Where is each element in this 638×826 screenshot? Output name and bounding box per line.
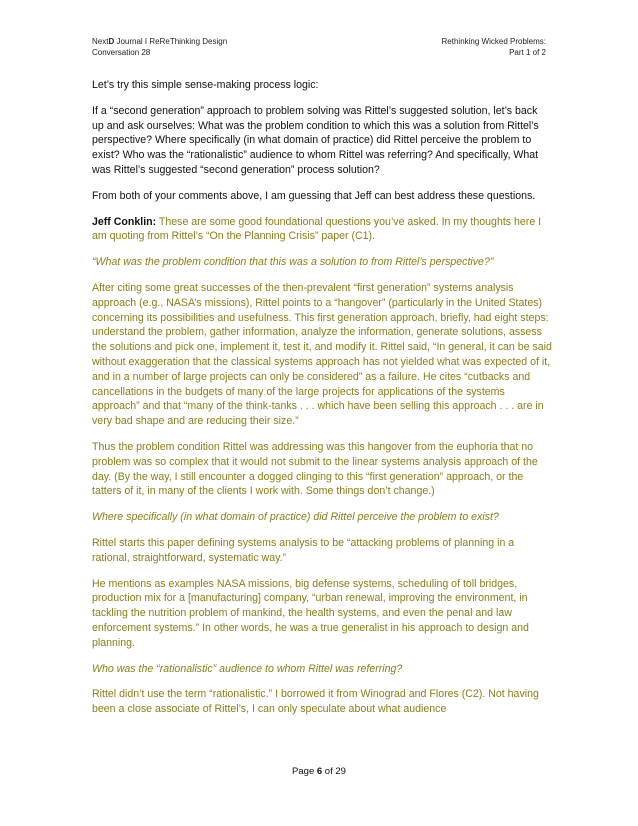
article-part: Part 1 of 2 <box>509 48 546 57</box>
page-number: 6 <box>316 766 323 777</box>
question-heading: Where specifically (in what domain of practice) did Rittel perceive the problem to exist? <box>92 511 499 524</box>
paragraph: Thus the problem condition Rittel was addressing was this hangover from the euphoria that no problem was so complex that it would not submit to the linear systems analysis approach of the day. (By the way, I still encounter a dogged clinging to this “first generation” approach, or the tatters of it, in many of the clients I work with. Some things don’t change.) <box>92 440 538 498</box>
paragraph: He mentions as examples NASA missions, big defense systems, scheduling of toll bridges, production mix for a [manufacturing] company, “urban renewal, improving the environment, in tackling the nutrition problem of mankind, the health systems, and even the penal and law enforcement systems.” In other words, he was a true generalist in his approach to design and planning. <box>92 577 529 649</box>
paragraph-response <box>92 215 552 245</box>
paragraph: Let’s try this simple sense-making process logic: <box>92 79 319 91</box>
response-text: These are some good foundational questions you’ve asked. In my thoughts here I am quoting from Rittel’s “On the Planning Crisis” paper (C1). <box>92 215 542 243</box>
page-footer: Page 6 of 29 <box>292 766 346 777</box>
header-right <box>442 36 546 58</box>
document-body <box>92 78 552 728</box>
speaker-name: Jeff Conklin: <box>92 215 157 228</box>
header-left <box>92 36 227 58</box>
journal-title: NextD Journal I ReReThinking Design <box>92 37 228 46</box>
paragraph: If a “second generation” approach to problem solving was Rittel’s suggested solution, let’s back up and ask ourselves: What was the problem condition to which this was a solution from Rittel’s perspective? Where specifically (in what domain of practice) did Rittel perceive the problem to exist? Who was the “rationalistic” audience to whom Rittel was referring? And specifically, What was Rittel’s suggested “second generation” process solution? <box>92 104 539 176</box>
article-title: Rethinking Wicked Problems: <box>441 37 546 46</box>
paragraph: From both of your comments above, I am guessing that Jeff can best address these questions. <box>92 189 536 202</box>
paragraph: After citing some great successes of the then-prevalent “first generation” systems analysis approach (e.g., NASA’s missions), Rittel points to a “hangover” (particularly in the United States) concerning its possibilities and usefulness. This first generation approach, briefly, had eight steps: understand the problem, gather information, analyze the information, generate solutions, assess the solutions and pick one, implement it, test it, and modify it. Rittel said, “In general, it can be said without exaggeration that the classical systems approach has not yielded what was expected of it, and in a number of large projects can only be considered” as a failure. He cites “cutbacks and cancellations in the budgets of many of the large projects for applications of the systems approach” and that “many of the think-tanks . . . which have been selling this approach . . . are in very bad shape and are reducing their size.” <box>92 281 552 428</box>
question-heading: Who was the “rationalistic” audience to whom Rittel was referring? <box>92 662 403 675</box>
paragraph: Rittel starts this paper defining systems analysis to be “attacking problems of planning in a rational, straightforward, systematic way.” <box>92 536 515 564</box>
conversation-label: Conversation 28 <box>92 48 151 57</box>
question-heading: “What was the problem condition that this was a solution to from Rittel’s perspective?” <box>92 256 494 269</box>
page-total: 29 <box>335 766 346 777</box>
paragraph: Rittel didn’t use the term “rationalistic.” I borrowed it from Winograd and Flores (C2). Not having been a close associate of Rittel’s, I can only speculate about what audience <box>92 688 539 716</box>
